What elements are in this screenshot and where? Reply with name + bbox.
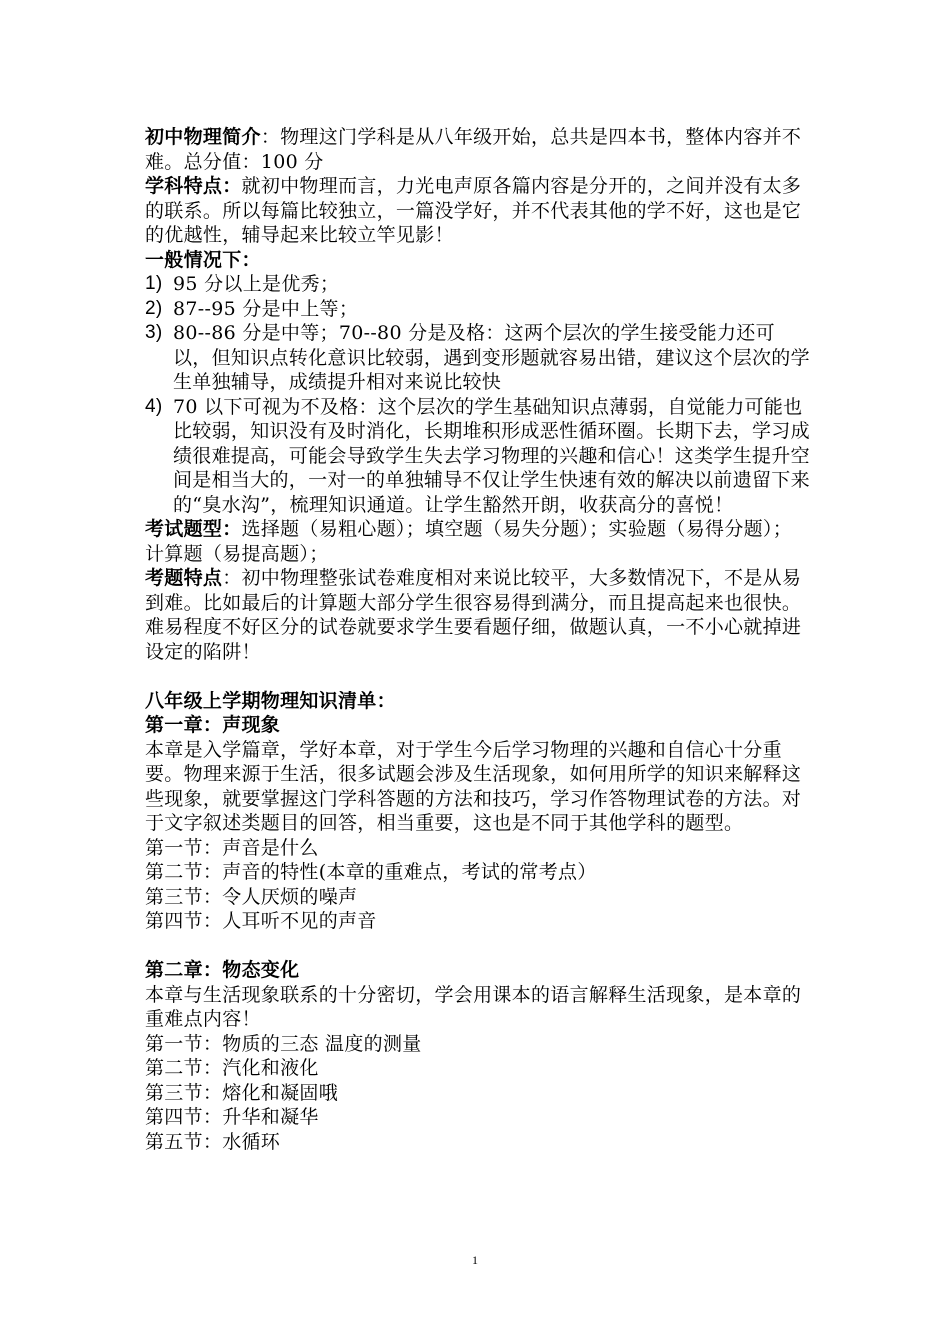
chapter1-description: 本章是入学篇章，学好本章，对于学生今后学习物理的兴趣和自信心十分重要。物理来源于生活，很多试题会涉及生活现象，如何用所学的知识来解释这些现象，就要掌握这门学科答题的方法和技巧，学习作答物理试卷的方法。对于文字叙述类题目的回答，相当重要，这也是不同于其他学科的题型。 — [145, 738, 802, 834]
chapter1-section: 第三节：令人厌烦的噪声 — [145, 885, 358, 908]
list-item — [145, 297, 810, 322]
document-body — [145, 125, 810, 1154]
general-heading: 一般情况下： — [145, 248, 261, 271]
level-list — [145, 272, 810, 517]
chapter2-description: 本章与生活现象联系的十分密切，学会用课本的语言解释生活现象，是本章的重难点内容！ — [145, 983, 802, 1030]
intro-paragraph — [145, 125, 810, 174]
intro-text: ：物理这门学科是从八年级开始，总共是四本书，整体内容并不难。总分值：100 分 — [145, 126, 802, 173]
chapter1-section: 第二节：声音的特性(本章的重难点，考试的常考点） — [145, 861, 597, 883]
list-item-text: 95 分以上是优秀； — [173, 273, 340, 295]
list-item — [145, 272, 810, 297]
chapter1-section: 第一节：声音是什么 — [145, 836, 319, 859]
chapter2-section: 第一节：物质的三态 温度的测量 — [145, 1032, 422, 1055]
chapter2-title: 第二章：物态变化 — [145, 959, 300, 981]
list-item-number: 1) — [145, 273, 163, 294]
list-item-text: 87--95 分是中上等； — [173, 297, 359, 320]
list-item-number: 4) — [145, 395, 163, 417]
chapter2-section: 第五节：水循环 — [145, 1130, 281, 1153]
exam-features-label: 考题特点 — [145, 567, 223, 589]
chapter2-section: 第二节：汽化和液化 — [145, 1057, 319, 1079]
exam-types-text: 选择题（易粗心题）；填空题（易失分题）；实验题（易得分题）；计算题（易提高题）； — [145, 518, 793, 565]
features-text: 就初中物理而言，力光电声原各篇内容是分开的，之间并没有太多的联系。所以每篇比较独立，一篇没学好，并不代表其他的学不好，这也是它的优越性，辅导起来比较立竿见影！ — [145, 175, 802, 246]
chapter2-section: 第四节：升华和凝华 — [145, 1106, 319, 1128]
list-item-number: 2) — [145, 297, 163, 319]
list-item-text: 80--86 分是中等；70--80 分是及格：这两个层次的学生接受能力还可以，但知识点转化意识比较弱，遇到变形题就容易出错，建议这个层次的学生单独辅导，成绩提升相对来说比较快 — [173, 322, 810, 393]
exam-features-text: ：初中物理整张试卷难度相对来说比较平，大多数情况下，不是从易到难。比如最后的计算题大部分学生很容易得到满分，而且提高起来也很快。难易程度不好区分的试卷就要求学生要看题仔细，做题认真，一不小心就掉进设定的陷阱！ — [145, 567, 802, 663]
page-number: 1 — [472, 1253, 478, 1267]
exam-features-paragraph — [145, 566, 810, 664]
list-item-text: 70 以下可视为不及格：这个层次的学生基础知识点薄弱，自觉能力可能也比较弱，知识没有及时消化，长期堆积形成恶性循环圈。长期下去，学习成绩很难提高，可能会导致学生失去学习物理的兴趣和信心！这类学生提升空间是相当大的，一对一的单独辅导不仅让学生快速有效的解决以前遗留下来的“臭水沟”，梳理知识通道。让学生豁然开朗，收获高分的喜悦！ — [173, 395, 810, 516]
list-item-number: 3) — [145, 322, 163, 343]
list-item — [145, 321, 810, 395]
exam-types-label: 考试题型： — [145, 518, 242, 540]
list-item — [145, 395, 810, 518]
features-label: 学科特点： — [145, 175, 242, 197]
exam-types-paragraph — [145, 517, 810, 566]
chapter2-section: 第三节：熔化和凝固哦 — [145, 1081, 339, 1104]
features-paragraph — [145, 174, 810, 248]
blank-line — [145, 934, 810, 959]
chapter1-title: 第一章：声现象 — [145, 714, 281, 736]
intro-label: 初中物理简介 — [145, 126, 261, 148]
checklist-title: 八年级上学期物理知识清单： — [145, 689, 396, 712]
chapter1-section: 第四节：人耳听不见的声音 — [145, 910, 377, 932]
blank-line — [145, 664, 810, 689]
